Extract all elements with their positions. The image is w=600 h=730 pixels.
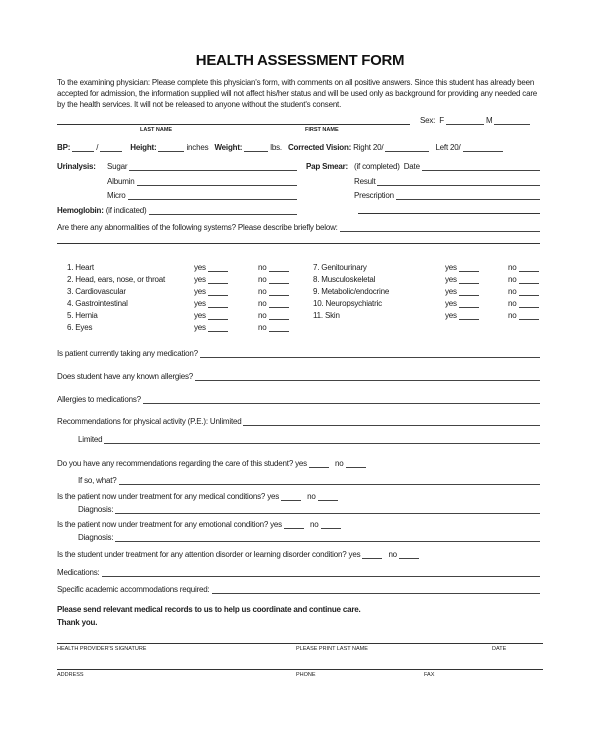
yes-label: yes — [194, 287, 206, 296]
emotional-yes-blank[interactable] — [284, 521, 304, 529]
system-no — [258, 263, 291, 272]
lbs-label: lbs. — [270, 143, 282, 152]
intro-paragraph: To the examining physician: Please complete this physician's form, with comments on all positive answers. Since this student has already been accepted for admission, the information supplied will not affect his/her status and will be used only as background for providing any needed care by the health services. It will not be released to anyone without the student's consent. — [57, 78, 538, 109]
no-label: no — [335, 459, 344, 468]
yes-label: yes — [194, 299, 206, 308]
pap-date-label: Date — [403, 162, 420, 171]
signature-label: HEALTH PROVIDER'S SIGNATURE — [57, 646, 147, 652]
inches-label: inches — [186, 143, 209, 152]
bp-slash: / — [96, 143, 99, 152]
emotional-diagnosis-blank[interactable] — [115, 534, 540, 542]
hemoglobin-field[interactable] — [57, 206, 297, 215]
yes-blank[interactable] — [208, 312, 228, 320]
attention-question-row — [57, 550, 421, 559]
yes-blank[interactable] — [208, 276, 228, 284]
sugar-blank[interactable] — [129, 163, 297, 171]
hemoglobin-label: Hemoglobin: — [57, 206, 104, 215]
allergies-blank[interactable] — [195, 373, 540, 381]
yes-label: yes — [348, 550, 361, 559]
yes-blank[interactable] — [459, 276, 479, 284]
yes-blank[interactable] — [459, 288, 479, 296]
medical-yes-blank[interactable] — [281, 493, 301, 501]
abnormalities-field[interactable] — [57, 223, 540, 232]
system-item: 6. Eyes — [67, 323, 93, 332]
vision-right-blank[interactable] — [385, 144, 429, 152]
yes-label: yes — [445, 311, 457, 320]
medications-label: Medications: — [57, 568, 100, 577]
bp-diastolic[interactable] — [100, 144, 122, 152]
micro-field[interactable] — [107, 191, 297, 200]
urinalysis-label: Urinalysis: — [57, 162, 96, 171]
emotional-question-row — [57, 520, 343, 529]
no-label: no — [310, 520, 319, 529]
address-label: ADDRESS — [57, 672, 84, 678]
if-so-label: If so, what? — [78, 476, 117, 485]
medical-question: Is the patient now under treatment for any medical conditions? — [57, 492, 266, 501]
prescription-blank[interactable] — [396, 192, 540, 200]
system-yes — [194, 275, 230, 284]
abnormalities-question: Are there any abnormalities of the following systems? Please describe briefly below: — [57, 223, 338, 232]
pe-limited-field[interactable] — [78, 435, 540, 444]
yes-label: yes — [194, 323, 206, 332]
system-no — [258, 275, 291, 284]
no-label: no — [258, 299, 267, 308]
if-so-field[interactable] — [78, 476, 540, 485]
yes-label: yes — [270, 520, 282, 529]
weight-label: Weight: — [214, 143, 243, 152]
medical-diagnosis-field[interactable] — [78, 505, 540, 514]
system-yes — [445, 287, 481, 296]
first-name-label: FIRST NAME — [305, 127, 339, 133]
pe-unlimited-field[interactable] — [57, 417, 540, 426]
emotional-no-blank[interactable] — [321, 521, 341, 529]
attention-question: Is the student under treatment for any attention disorder or learning disorder condition? — [57, 550, 347, 559]
yes-blank[interactable] — [208, 300, 228, 308]
sex-field — [420, 116, 532, 125]
hemoglobin-blank[interactable] — [149, 207, 298, 215]
sugar-field[interactable] — [107, 162, 297, 171]
no-label: no — [307, 492, 316, 501]
no-label: no — [258, 311, 267, 320]
yes-label: yes — [267, 492, 280, 501]
medications-field[interactable] — [57, 568, 540, 577]
system-item: 1. Heart — [67, 263, 94, 272]
allergy-meds-question: Allergies to medications? — [57, 395, 141, 404]
attention-yes-blank[interactable] — [362, 551, 382, 559]
system-yes — [194, 323, 230, 332]
sex-f-blank[interactable] — [446, 117, 484, 125]
last-name-label: LAST NAME — [140, 127, 173, 133]
system-yes — [445, 299, 481, 308]
form-title: HEALTH ASSESSMENT FORM — [195, 52, 405, 69]
no-blank[interactable] — [269, 312, 289, 320]
medical-no-blank[interactable] — [318, 493, 338, 501]
medication-question: Is patient currently taking any medication? — [57, 349, 198, 358]
prescription-label: Prescription — [354, 191, 394, 200]
system-item: 9. Metabolic/endocrine — [313, 287, 390, 296]
vision-right-label: Right 20/ — [353, 143, 384, 152]
sex-m-label: M — [485, 116, 493, 125]
system-yes — [194, 287, 230, 296]
closing-line-1: Please send relevant medical records to us to help us coordinate and continue care. — [57, 605, 361, 614]
no-label: no — [508, 311, 517, 320]
if-so-blank[interactable] — [119, 477, 540, 485]
no-blank[interactable] — [269, 300, 289, 308]
medication-blank[interactable] — [200, 350, 540, 358]
pap-date-field[interactable] — [354, 162, 540, 171]
system-yes — [445, 263, 481, 272]
care-question-row — [57, 459, 368, 468]
system-no — [258, 323, 291, 332]
system-item: 2. Head, ears, nose, or throat — [67, 275, 166, 284]
system-yes — [445, 311, 481, 320]
weight-blank[interactable] — [244, 144, 268, 152]
system-no — [508, 299, 541, 308]
no-label: no — [258, 323, 267, 332]
no-label: no — [258, 263, 267, 272]
system-item: 10. Neuropsychiatric — [313, 299, 382, 308]
yes-blank[interactable] — [208, 324, 228, 332]
limited-label: Limited — [78, 435, 103, 444]
date-label: DATE — [492, 646, 507, 652]
allergy-meds-blank[interactable] — [143, 396, 540, 404]
care-yes-blank[interactable] — [309, 460, 329, 468]
care-question: Do you have any recommendations regarding the care of this student? — [57, 459, 294, 468]
medication-field[interactable] — [57, 349, 540, 358]
yes-label: yes — [194, 275, 206, 284]
signature-line[interactable] — [57, 643, 543, 644]
height-blank[interactable] — [158, 144, 184, 152]
no-blank[interactable] — [519, 300, 539, 308]
pap-extra-line[interactable] — [358, 213, 540, 214]
albumin-label: Albumin — [107, 177, 135, 186]
system-no — [258, 311, 291, 320]
albumin-blank[interactable] — [137, 178, 297, 186]
pap-smear-label: Pap Smear: — [306, 162, 349, 171]
if-indicated-label: (if indicated) — [105, 206, 147, 215]
yes-label: yes — [445, 263, 457, 272]
fax-label: FAX — [424, 672, 435, 678]
no-label: no — [508, 299, 517, 308]
system-no — [508, 311, 541, 320]
yes-blank[interactable] — [459, 300, 479, 308]
system-yes — [445, 275, 481, 284]
academic-label: Specific academic accommodations required: — [57, 585, 210, 594]
system-no — [508, 287, 541, 296]
pap-result-label: Result — [354, 177, 376, 186]
no-blank[interactable] — [519, 288, 539, 296]
name-field[interactable] — [57, 124, 410, 125]
pap-result-blank[interactable] — [377, 178, 540, 186]
medical-question-row — [57, 492, 340, 501]
no-blank[interactable] — [269, 324, 289, 332]
allergies-field[interactable] — [57, 372, 540, 381]
yes-blank[interactable] — [459, 312, 479, 320]
no-label: no — [508, 287, 517, 296]
bp-label: BP: — [57, 143, 71, 152]
system-no — [508, 263, 541, 272]
system-item: 3. Cardiovascular — [67, 287, 126, 296]
emotional-diagnosis-field[interactable] — [78, 533, 540, 542]
no-blank[interactable] — [269, 264, 289, 272]
sex-label: Sex: — [420, 116, 436, 125]
allergies-question: Does student have any known allergies? — [57, 372, 194, 381]
yes-label: yes — [194, 263, 206, 272]
diagnosis-label: Diagnosis: — [78, 533, 114, 542]
system-item: 5. Hernia — [67, 311, 98, 320]
no-label: no — [508, 263, 517, 272]
yes-label: yes — [445, 299, 457, 308]
vision-label: Corrected Vision: — [287, 143, 352, 152]
yes-blank[interactable] — [208, 288, 228, 296]
system-yes — [194, 263, 230, 272]
pap-result-field[interactable] — [354, 177, 540, 186]
academic-field[interactable] — [57, 585, 540, 594]
abnormalities-blank[interactable] — [340, 224, 540, 232]
academic-blank[interactable] — [212, 586, 540, 594]
no-blank[interactable] — [269, 276, 289, 284]
system-item: 4. Gastrointestinal — [67, 299, 128, 308]
medical-diagnosis-blank[interactable] — [115, 506, 540, 514]
sex-m-blank[interactable] — [494, 117, 530, 125]
system-no — [258, 299, 291, 308]
vision-left-blank[interactable] — [463, 144, 503, 152]
yes-label: yes — [295, 459, 307, 468]
system-no — [258, 287, 291, 296]
no-label: no — [258, 275, 267, 284]
yes-label: yes — [445, 287, 457, 296]
yes-blank[interactable] — [459, 264, 479, 272]
system-item: 8. Musculoskeletal — [313, 275, 376, 284]
closing-line-2: Thank you. — [57, 618, 98, 627]
no-blank[interactable] — [519, 312, 539, 320]
albumin-field[interactable] — [107, 177, 297, 186]
sugar-label: Sugar — [107, 162, 128, 171]
diagnosis-label: Diagnosis: — [78, 505, 114, 514]
yes-label: yes — [445, 275, 457, 284]
medications-blank[interactable] — [102, 569, 540, 577]
phone-label: PHONE — [296, 672, 316, 678]
address-line[interactable] — [57, 669, 543, 670]
micro-blank[interactable] — [128, 192, 297, 200]
micro-label: Micro — [107, 191, 126, 200]
attention-no-blank[interactable] — [399, 551, 419, 559]
system-yes — [194, 299, 230, 308]
pe-limited-blank[interactable] — [104, 436, 540, 444]
no-blank[interactable] — [519, 264, 539, 272]
pap-date-blank[interactable] — [422, 163, 540, 171]
height-label: Height: — [130, 143, 157, 152]
system-item: 11. Skin — [313, 311, 340, 320]
if-completed-label: (if completed) — [354, 162, 400, 171]
pe-question: Recommendations for physical activity (P.E.): Unlimited — [57, 417, 242, 426]
yes-label: yes — [194, 311, 206, 320]
no-label: no — [258, 287, 267, 296]
prescription-field[interactable] — [354, 191, 540, 200]
allergy-meds-field[interactable] — [57, 395, 540, 404]
print-name-label: PLEASE PRINT LAST NAME — [296, 646, 368, 652]
vitals-row — [57, 143, 505, 152]
no-label: no — [508, 275, 517, 284]
bp-systolic[interactable] — [72, 144, 94, 152]
no-label: no — [388, 550, 397, 559]
vision-left-label: Left 20/ — [435, 143, 461, 152]
sex-f-label: F — [439, 116, 444, 125]
no-blank[interactable] — [269, 288, 289, 296]
emotional-question: Is the patient now under treatment for any emotional condition? — [57, 520, 269, 529]
system-item: 7. Genitourinary — [313, 263, 367, 272]
no-blank[interactable] — [519, 276, 539, 284]
system-no — [508, 275, 541, 284]
yes-blank[interactable] — [208, 264, 228, 272]
pe-unlimited-blank[interactable] — [243, 418, 540, 426]
system-yes — [194, 311, 230, 320]
abnormalities-line-2[interactable] — [57, 243, 540, 244]
care-no-blank[interactable] — [346, 460, 366, 468]
